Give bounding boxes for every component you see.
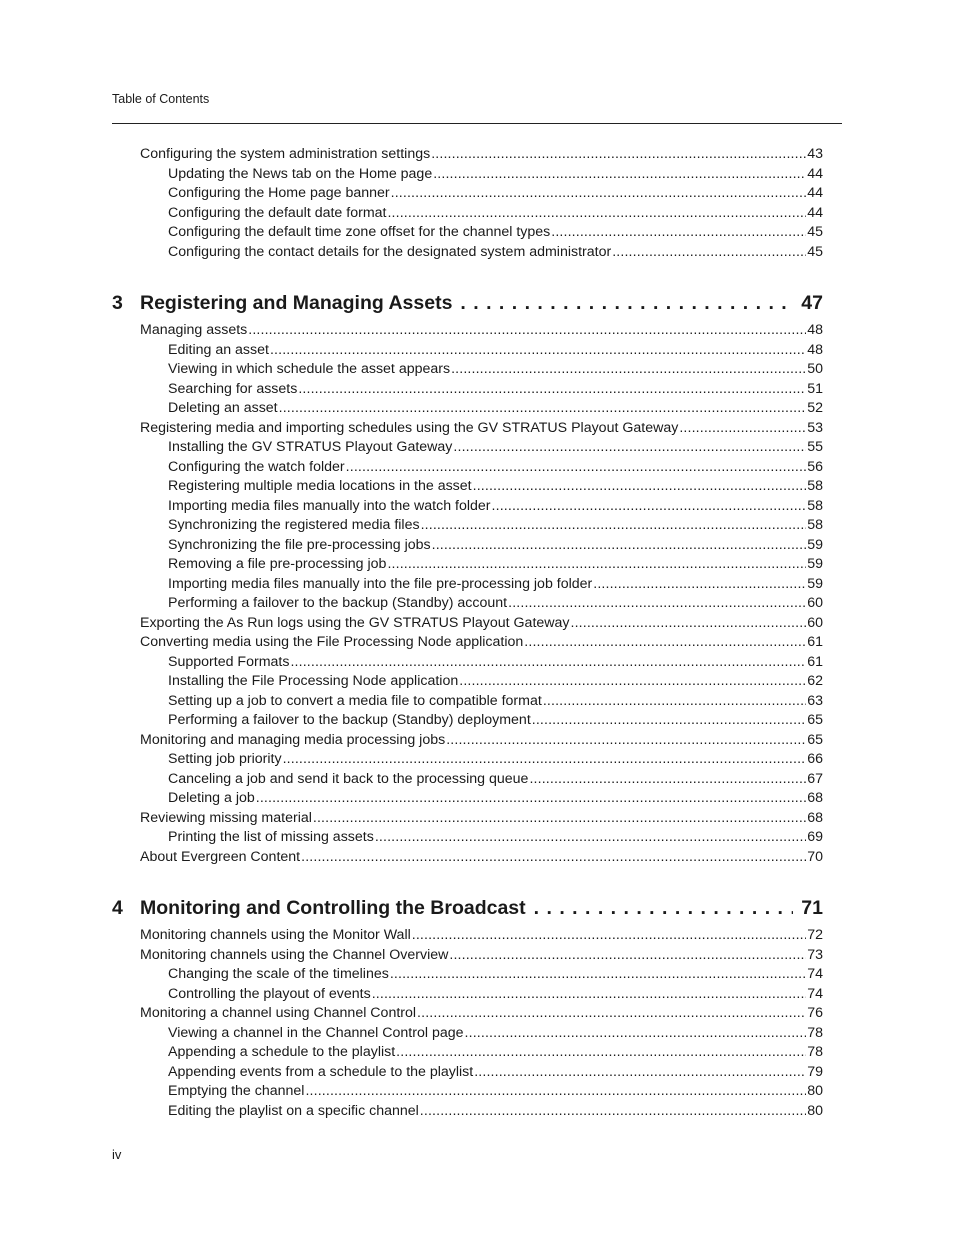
toc-entry-page: 66: [807, 751, 823, 767]
toc-entry-title: Configuring the default time zone offset for the channel types: [168, 224, 551, 240]
toc-entry-title: Setting job priority: [168, 751, 282, 767]
page-number: iv: [112, 1147, 122, 1162]
dot-leader: [431, 145, 806, 165]
toc-entry-title: Exporting the As Run logs using the GV STRATUS Playout Gateway: [140, 614, 570, 631]
header-rule: [112, 123, 842, 124]
dot-leader: [446, 731, 806, 751]
dot-leader: [534, 895, 794, 921]
toc-entry[interactable]: [168, 1082, 823, 1102]
toc-entry[interactable]: [168, 536, 823, 556]
toc-entry-title: Changing the scale of the timelines: [168, 966, 389, 982]
toc-entry-page: 73: [807, 946, 823, 963]
toc-entry-title: Emptying the channel: [168, 1083, 305, 1099]
dot-leader: [420, 1102, 806, 1122]
toc-entry-page: 70: [807, 848, 823, 865]
dot-leader: [679, 419, 806, 439]
dot-leader: [412, 926, 806, 946]
toc-entry-page: 74: [807, 966, 823, 982]
toc-entry-page: 60: [807, 614, 823, 631]
dot-leader: [449, 946, 806, 966]
toc-entry[interactable]: [140, 419, 823, 439]
toc-entry-page: 44: [807, 165, 823, 182]
toc-entry-page: 78: [807, 1024, 823, 1041]
toc-entry-page: 59: [807, 536, 823, 553]
toc-entry-page: 52: [807, 400, 823, 416]
toc-entry-title: Appending events from a schedule to the playlist: [168, 1063, 474, 1080]
dot-leader: [508, 594, 806, 614]
dot-leader: [390, 965, 806, 985]
toc-entry-page: 61: [807, 653, 823, 670]
dot-leader: [396, 1043, 806, 1063]
dot-leader: [551, 223, 806, 243]
toc-entry[interactable]: [168, 184, 823, 204]
toc-entry-title: Reviewing missing material: [140, 809, 312, 826]
toc-entry[interactable]: [168, 399, 823, 419]
toc-entry-page: 61: [807, 634, 823, 650]
toc-entry-title: Monitoring and managing media processing jobs: [140, 731, 446, 748]
toc-entry-title: Performing a failover to the backup (Standby) deployment: [168, 712, 531, 728]
dot-leader: [465, 1024, 807, 1044]
toc-entry[interactable]: [168, 516, 823, 536]
chapter-title: Registering and Managing Assets: [140, 292, 453, 314]
toc-entry[interactable]: [168, 789, 823, 809]
dot-leader: [375, 828, 806, 848]
dot-leader: [279, 399, 807, 419]
dot-leader: [248, 321, 806, 341]
toc-entry-title: Deleting an asset: [168, 400, 278, 416]
dot-leader: [256, 789, 806, 809]
toc-entry-page: 67: [807, 770, 823, 787]
toc-entry-page: 68: [807, 790, 823, 806]
chapter-page: 71: [801, 897, 823, 919]
dot-leader: [460, 290, 793, 316]
toc-entry-page: 59: [807, 575, 823, 592]
dot-leader: [346, 458, 807, 478]
toc-entry-page: 48: [807, 322, 823, 338]
dot-leader: [532, 711, 806, 731]
dot-leader: [421, 516, 807, 536]
toc-entry-page: 65: [807, 712, 823, 728]
dot-leader: [290, 653, 806, 673]
toc-entry-title: Deleting a job: [168, 790, 255, 806]
toc-entry-title: Editing the playlist on a specific channel: [168, 1102, 419, 1119]
dot-leader: [612, 243, 806, 263]
toc-entry[interactable]: [168, 750, 823, 770]
toc-entry-title: Monitoring channels using the Monitor Wall: [140, 927, 411, 943]
toc-entry[interactable]: [140, 809, 823, 829]
toc-entry-page: 62: [807, 673, 823, 689]
dot-leader: [524, 633, 806, 653]
toc-entry[interactable]: [168, 165, 823, 185]
toc-entry-title: Appending a schedule to the playlist: [168, 1044, 396, 1060]
toc-entry[interactable]: [168, 965, 823, 985]
toc-entry-title: Importing media files manually into the file pre-processing job folder: [168, 575, 593, 592]
toc-entry-page: 63: [807, 692, 823, 709]
dot-leader: [473, 477, 807, 497]
toc-entry-page: 76: [807, 1005, 823, 1021]
toc-entry-title: Performing a failover to the backup (Standby) account: [168, 595, 508, 611]
dot-leader: [387, 555, 806, 575]
toc-entry-title: Supported Formats: [168, 653, 290, 670]
toc-entry-title: Managing assets: [140, 322, 248, 338]
toc-entry-title: Synchronizing the file pre-processing jobs: [168, 536, 431, 553]
toc-entry[interactable]: [140, 848, 823, 868]
toc-entry-title: Installing the GV STRATUS Playout Gateway: [168, 439, 453, 455]
toc-entry[interactable]: [140, 145, 823, 165]
toc-entry-title: Importing media files manually into the watch folder: [168, 497, 491, 514]
toc-entry[interactable]: [168, 770, 823, 790]
toc-entry[interactable]: [168, 438, 823, 458]
toc-entry-title: Registering media and importing schedules using the GV STRATUS Playout Gateway: [140, 419, 679, 436]
toc-entry-title: Registering multiple media locations in the asset: [168, 478, 472, 494]
toc-entry[interactable]: [168, 1102, 823, 1122]
dot-leader: [301, 848, 806, 868]
toc-entry-page: 80: [807, 1083, 823, 1099]
toc-entry-page: 50: [807, 361, 823, 377]
toc-entry-page: 55: [807, 439, 823, 455]
toc-entry[interactable]: [168, 985, 823, 1005]
toc-entry-page: 79: [807, 1063, 823, 1080]
toc-entry[interactable]: [140, 1004, 823, 1024]
dot-leader: [593, 575, 806, 595]
toc-entry-title: Canceling a job and send it back to the processing queue: [168, 770, 529, 787]
toc-entry-page: 80: [807, 1102, 823, 1119]
toc-entry-page: 74: [807, 985, 823, 1002]
toc-entry-page: 51: [807, 380, 823, 397]
toc-entry-title: Monitoring channels using the Channel Overview: [140, 946, 449, 963]
toc-entry-title: Configuring the Home page banner: [168, 185, 390, 201]
toc-entry[interactable]: [168, 341, 823, 361]
toc-entry-page: 43: [807, 146, 823, 162]
toc-entry-title: Monitoring a channel using Channel Control: [140, 1005, 417, 1021]
toc-entry-title: Printing the list of missing assets: [168, 829, 374, 845]
toc-entry[interactable]: [140, 946, 823, 966]
toc-entry-title: Configuring the system administration settings: [140, 146, 431, 162]
toc-entry-title: Removing a file pre-processing job: [168, 556, 387, 572]
dot-leader: [417, 1004, 806, 1024]
toc-entry-title: Viewing in which schedule the asset appears: [168, 361, 451, 377]
toc-entry[interactable]: [168, 555, 823, 575]
dot-leader: [387, 204, 806, 224]
toc-entry-page: 48: [807, 341, 823, 358]
toc-entry[interactable]: [168, 711, 823, 731]
dot-leader: [543, 692, 806, 712]
running-header: Table of Contents: [112, 92, 210, 106]
toc-entry-page: 60: [807, 595, 823, 611]
toc-entry-title: Configuring the watch folder: [168, 458, 345, 475]
toc-entry-title: Updating the News tab on the Home page: [168, 165, 433, 182]
toc-entry[interactable]: [168, 594, 823, 614]
toc-entry[interactable]: [168, 1024, 823, 1044]
toc-entry-page: 72: [807, 927, 823, 943]
toc-entry-page: 58: [807, 497, 823, 514]
toc-entry-page: 58: [807, 517, 823, 533]
toc-entry-page: 45: [807, 243, 823, 260]
toc-entry-title: Converting media using the File Processing Node application: [140, 634, 524, 650]
toc-entry-title: Searching for assets: [168, 380, 298, 397]
toc-entry-title: Synchronizing the registered media files: [168, 517, 420, 533]
toc-entry[interactable]: [168, 575, 823, 595]
chapter-title: Monitoring and Controlling the Broadcast: [140, 897, 526, 919]
dot-leader: [459, 672, 806, 692]
dot-leader: [474, 1063, 806, 1083]
toc-entry[interactable]: [168, 672, 823, 692]
toc-entry-page: 78: [807, 1044, 823, 1060]
toc-entry[interactable]: [168, 477, 823, 497]
dot-leader: [432, 536, 807, 556]
dot-leader: [433, 165, 806, 185]
toc-entry[interactable]: [168, 1063, 823, 1083]
dot-leader: [391, 184, 807, 204]
toc-entry-page: 68: [807, 809, 823, 826]
dot-leader: [529, 770, 806, 790]
dot-leader: [283, 750, 807, 770]
dot-leader: [372, 985, 807, 1005]
toc-entry-page: 44: [807, 204, 823, 221]
toc-entry[interactable]: [140, 321, 823, 341]
dot-leader: [298, 380, 806, 400]
chapter-heading[interactable]: [112, 895, 823, 921]
toc-entry-title: Installing the File Processing Node application: [168, 673, 459, 689]
dot-leader: [571, 614, 807, 634]
dot-leader: [305, 1082, 806, 1102]
toc-entry[interactable]: [140, 633, 823, 653]
toc-entry[interactable]: [140, 926, 823, 946]
dot-leader: [270, 341, 806, 361]
toc-entry[interactable]: [168, 497, 823, 517]
toc-entry[interactable]: [168, 828, 823, 848]
toc-entry-title: Setting up a job to convert a media file to compatible format: [168, 692, 542, 709]
toc-entry-title: Viewing a channel in the Channel Control page: [168, 1024, 464, 1041]
toc-entry[interactable]: [140, 731, 823, 751]
toc-entry[interactable]: [168, 692, 823, 712]
toc-entry[interactable]: [168, 380, 823, 400]
toc-entry-page: 45: [807, 224, 823, 240]
toc-entry-page: 53: [807, 419, 823, 436]
toc-entry-title: Configuring the default date format: [168, 204, 387, 221]
dot-leader: [451, 360, 806, 380]
toc-entry[interactable]: [140, 614, 823, 634]
toc-entry-page: 56: [807, 458, 823, 475]
toc-entry-page: 59: [807, 556, 823, 572]
toc-entry-title: Configuring the contact details for the designated system administrator: [168, 243, 612, 260]
toc-entry[interactable]: [168, 243, 823, 263]
toc-entry-title: Controlling the playout of events: [168, 985, 371, 1002]
toc-entry-page: 65: [807, 731, 823, 748]
chapter-number: 3: [112, 292, 123, 314]
toc-entry-page: 44: [807, 185, 823, 201]
toc-entry-title: Editing an asset: [168, 341, 269, 358]
dot-leader: [492, 497, 807, 517]
toc-entry[interactable]: [168, 360, 823, 380]
toc-entry-page: 58: [807, 478, 823, 494]
toc-entry[interactable]: [168, 204, 823, 224]
dot-leader: [453, 438, 806, 458]
chapter-page: 47: [801, 292, 823, 314]
chapter-number: 4: [112, 897, 123, 919]
toc-entry-page: 69: [807, 829, 823, 845]
toc-entry[interactable]: [168, 223, 823, 243]
chapter-heading[interactable]: [112, 290, 823, 316]
toc-entry[interactable]: [168, 1043, 823, 1063]
toc-entry-title: About Evergreen Content: [140, 848, 301, 865]
toc-entry[interactable]: [168, 653, 823, 673]
dot-leader: [313, 809, 806, 829]
toc-entry[interactable]: [168, 458, 823, 478]
